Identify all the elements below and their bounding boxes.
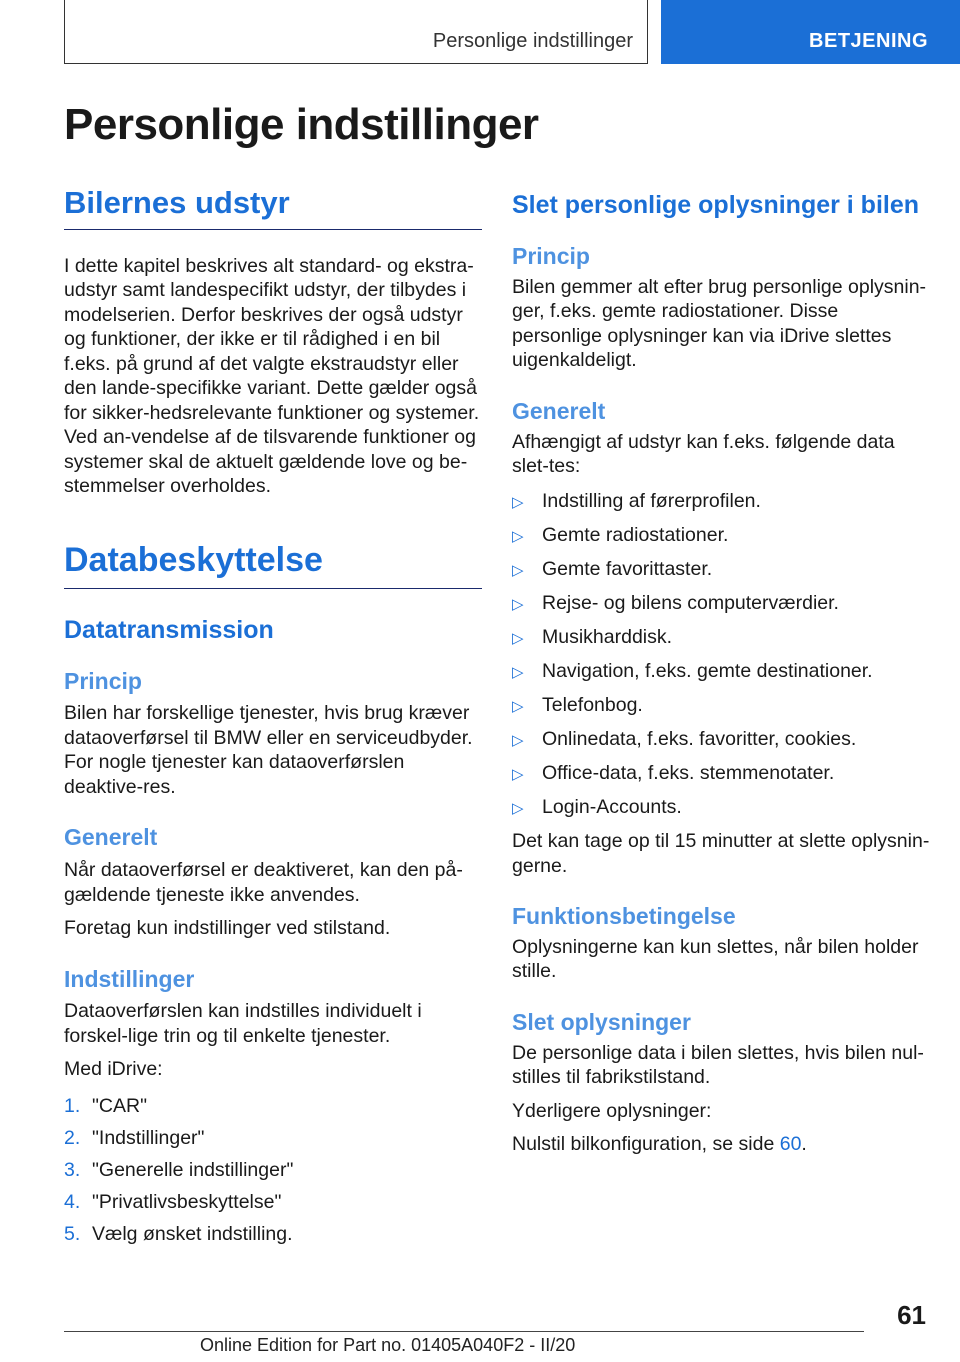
header-section-title: Personlige indstillinger <box>432 30 633 52</box>
header-chapter-label: BETJENING <box>809 30 928 52</box>
bullet-text: Onlinedata, f.eks. favoritter, cookies. <box>542 727 857 750</box>
triangle-bullet-icon: ▷ <box>512 493 524 511</box>
list-item <box>512 625 930 652</box>
bullet-text: Rejse- og bilens computerværdier. <box>542 591 839 614</box>
list-item <box>512 693 930 720</box>
list-item <box>512 489 930 516</box>
data-bullet-list <box>512 489 930 822</box>
reference-end: . <box>801 1133 807 1155</box>
steps-list <box>64 1094 482 1247</box>
triangle-bullet-icon: ▷ <box>512 731 524 749</box>
paragraph-indstillinger-1: Dataoverførslen kan indstilles individuelt i forskel-lige trin og til enkelte tjenester. <box>64 1000 422 1047</box>
step-number: 3. <box>64 1158 81 1181</box>
left-column <box>64 185 482 1246</box>
step-text: "Privatlivsbeskyttelse" <box>92 1190 282 1213</box>
paragraph-slettetid: Det kan tage op til 15 minutter at slette oplysnin-gerne. <box>512 830 930 877</box>
bullet-text: Login-Accounts. <box>542 795 682 818</box>
page-number: 61 <box>897 1300 926 1330</box>
list-item <box>64 1222 482 1247</box>
header-chapter-tab <box>661 0 960 64</box>
step-text: Vælg ønsket indstilling. <box>92 1222 293 1245</box>
step-number: 4. <box>64 1190 81 1213</box>
heading-princip-right: Princip <box>512 243 590 269</box>
paragraph-princip-right: Bilen gemmer alt efter brug personlige oplysnin-ger, f.eks. gemte radiostationer. Disse personlige oplysninger kan via iDrive slettes uigenkaldeligt. <box>512 275 927 372</box>
heading-generelt-right: Generelt <box>512 397 606 424</box>
triangle-bullet-icon: ▷ <box>512 765 524 783</box>
triangle-bullet-icon: ▷ <box>512 595 524 613</box>
list-item <box>64 1190 482 1215</box>
list-item <box>64 1094 482 1119</box>
list-item <box>512 523 930 550</box>
triangle-bullet-icon: ▷ <box>512 663 524 681</box>
heading-datatransmission: Datatransmission <box>64 615 274 644</box>
bullet-text: Gemte radiostationer. <box>542 523 729 546</box>
step-text: "CAR" <box>92 1094 148 1117</box>
bullet-text: Musikharddisk. <box>542 625 673 648</box>
paragraph-generelt-2: Foretag kun indstillinger ved stilstand. <box>64 917 391 940</box>
footer-edition: Online Edition for Part no. 01405A040F2 - II/20 <box>200 1335 576 1355</box>
page-reference-link[interactable]: 60 <box>779 1133 802 1155</box>
heading-slet-personlige: Slet personlige oplysninger i bilen <box>512 191 920 219</box>
paragraph-slet-oplysninger-1: De personlige data i bilen slettes, hvis bilen nul-stilles til fabrikstilstand. <box>512 1041 924 1088</box>
paragraph-indstillinger-2: Med iDrive: <box>64 1058 163 1081</box>
reference-text: Nulstil bilkonfiguration, se side <box>512 1133 780 1155</box>
heading-funktionsbetingelse: Funktionsbetingelse <box>512 903 736 929</box>
list-item <box>64 1126 482 1151</box>
paragraph-generelt-right: Afhængigt af udstyr kan f.eks. følgende data slet-tes: <box>512 430 895 477</box>
list-item <box>512 591 930 618</box>
step-text: "Indstillinger" <box>92 1126 205 1149</box>
bullet-text: Telefonbog. <box>542 693 643 716</box>
heading-indstillinger: Indstillinger <box>64 965 195 992</box>
paragraph-udstyr: I dette kapitel beskrives alt standard- og ekstra-udstyr samt landespecifikt udstyr, der tilbydes i modelserien. Derfor beskrives der også udstyr og funktioner, der ikke er til rådighed i en bil f.eks. på grund af det valgte ekstraudstyr eller den lande-specifikke variant. Dette gælder også for sikker-hedsrelevante funktioner og systemer. Ved an-vendelse af de tilsvarende funktioner og systemer skal de aktuelt gældende love og be-stemmelser overholdes. <box>64 254 480 498</box>
triangle-bullet-icon: ▷ <box>512 527 524 545</box>
bullet-text: Navigation, f.eks. gemte destinationer. <box>542 659 873 682</box>
triangle-bullet-icon: ▷ <box>512 799 524 817</box>
header-section-box <box>64 0 648 64</box>
triangle-bullet-icon: ▷ <box>512 561 524 579</box>
right-column <box>512 190 930 1157</box>
list-item <box>512 659 930 686</box>
step-number: 1. <box>64 1094 81 1117</box>
triangle-bullet-icon: ▷ <box>512 629 524 647</box>
heading-databeskyttelse: Databeskyttelse <box>64 541 482 589</box>
paragraph-funktionsbetingelse: Oplysningerne kan kun slettes, når bilen holder stille. <box>512 935 919 983</box>
list-item <box>512 761 930 788</box>
heading-generelt: Generelt <box>64 824 158 851</box>
step-number: 2. <box>64 1126 81 1149</box>
step-text: "Generelle indstillinger" <box>92 1158 294 1181</box>
step-number: 5. <box>64 1222 81 1245</box>
bullet-text: Gemte favorittaster. <box>542 557 713 580</box>
bullet-text: Office-data, f.eks. stemmenotater. <box>542 761 835 784</box>
heading-princip: Princip <box>64 667 142 694</box>
list-item <box>512 727 930 754</box>
bullet-text: Indstilling af førerprofilen. <box>542 489 761 512</box>
heading-bilernes-udstyr: Bilernes udstyr <box>64 185 482 230</box>
paragraph-slet-oplysninger-2: Yderligere oplysninger: <box>512 1099 712 1122</box>
list-item <box>512 795 930 822</box>
paragraph-princip: Bilen har forskellige tjenester, hvis brug kræver dataoverførsel til BMW eller en serviceudbyder. For nogle tjenester kan dataoverførslen deaktive-res. <box>64 702 473 798</box>
heading-slet-oplysninger: Slet oplysninger <box>512 1008 691 1035</box>
page-title: Personlige indstillinger <box>64 100 539 149</box>
paragraph-slet-oplysninger-3 <box>512 1132 930 1157</box>
paragraph-generelt-1: Når dataoverførsel er deaktiveret, kan den på-gældende tjeneste ikke anvendes. <box>64 859 463 906</box>
list-item <box>64 1158 482 1183</box>
list-item <box>512 557 930 584</box>
triangle-bullet-icon: ▷ <box>512 697 524 715</box>
footer-divider <box>64 1331 864 1332</box>
